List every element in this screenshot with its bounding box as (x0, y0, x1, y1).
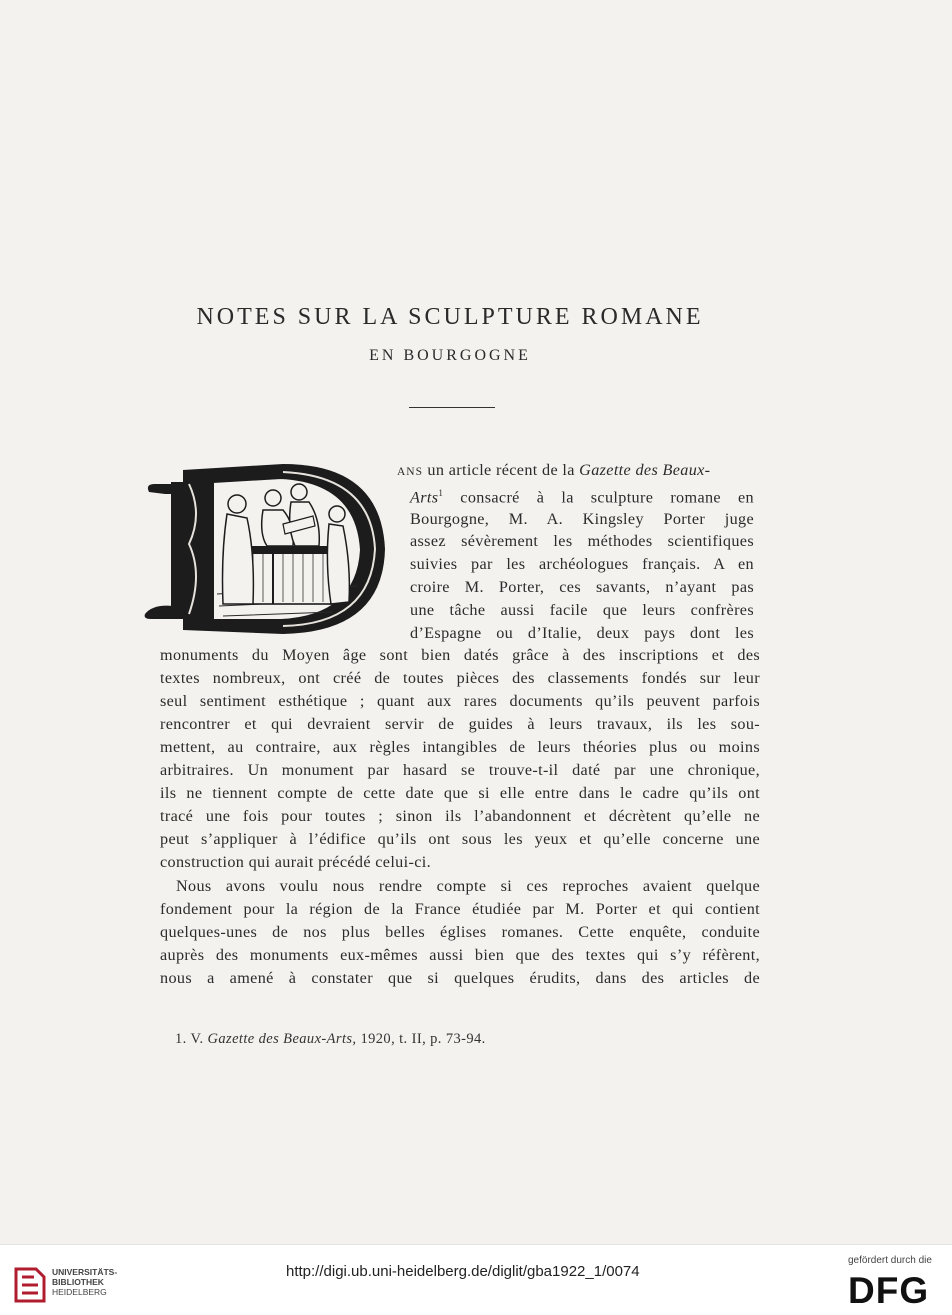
article-title: NOTES SUR LA SCULPTURE ROMANE (196, 304, 704, 330)
illuminated-dropcap-D (143, 454, 388, 637)
text-line-16: tracé une fois pour toutes ; sinon ils l’abandonnent et décrètent qu’elle ne (160, 807, 760, 825)
university-library-name: UNIVERSITÄTS- BIBLIOTHEK HEIDELBERG (52, 1267, 118, 1297)
text-line-17: peut s’appliquer à l’édifice qu’ils ont sous les yeux et qu’elle concerne une (160, 830, 760, 848)
text-line-1: ANS un article récent de la Gazette des Beaux- (397, 461, 711, 479)
viewer-footer (0, 1244, 952, 1315)
dfg-logo[interactable]: DFG (848, 1270, 930, 1311)
text-line-23: nous a amené à constater que si quelques érudits, dans des articles de (160, 969, 760, 987)
footnote: 1. V. Gazette des Beaux-Arts, 1920, t. II, p. 73-94. (175, 1031, 486, 1047)
text-line-6: croire M. Porter, ces savants, n’ayant pas (410, 578, 754, 596)
funding-note: gefördert durch die (848, 1255, 932, 1266)
text-line-4: assez sévèrement les méthodes scientifiques (410, 532, 754, 550)
title-divider (409, 407, 495, 408)
text-line-14: arbitraires. Un monument par hasard se trouve-t-il daté par une chronique, (160, 761, 760, 779)
text-line-20: fondement pour la région de la France étudiée par M. Porter et qui contient (160, 900, 760, 918)
permalink-url[interactable]: http://digi.ub.uni-heidelberg.de/diglit/gba1922_1/0074 (286, 1263, 640, 1280)
text-line-7: une tâche aussi facile que leurs confrères (410, 601, 754, 619)
text-line-18: construction qui aurait précédé celui-ci. (160, 853, 431, 871)
text-line-12: rencontrer et qui devraient servir de guides à leurs travaux, ils les sou- (160, 715, 760, 733)
text-line-19: Nous avons voulu nous rendre compte si ces reproches avaient quelque (176, 877, 760, 895)
text-line-9: monuments du Moyen âge sont bien datés grâce à des inscriptions et des (160, 646, 760, 664)
text-line-5: suivies par les archéologues français. A en (410, 555, 754, 573)
text-line-13: mettent, au contraire, aux règles intangibles de leurs théories plus ou moins (160, 738, 760, 756)
text-line-2: Arts$^1$ consacré à la sculpture romane en (410, 488, 754, 507)
university-library-logo-icon[interactable] (10, 1265, 50, 1305)
text-line-22: auprès des monuments eux-mêmes aussi bien que des textes qui s’y réfèrent, (160, 946, 760, 964)
text-line-8: d’Espagne ou d’Italie, deux pays dont les (410, 624, 754, 642)
text-line-15: ils ne tiennent compte de cette date que si elle entre dans le cadre qu’ils ont (160, 784, 760, 802)
text-line-21: quelques-unes de nos plus belles églises romanes. Cette enquête, conduite (160, 923, 760, 941)
text-line-10: textes nombreux, ont créé de toutes pièces des classements fondés sur leur (160, 669, 760, 687)
text-line-11: seul sentiment esthétique ; quant aux rares documents qu’ils peuvent parfois (160, 692, 760, 710)
article-subtitle: EN BOURGOGNE (369, 347, 531, 364)
text-line-3: Bourgogne, M. A. Kingsley Porter juge (410, 510, 754, 528)
